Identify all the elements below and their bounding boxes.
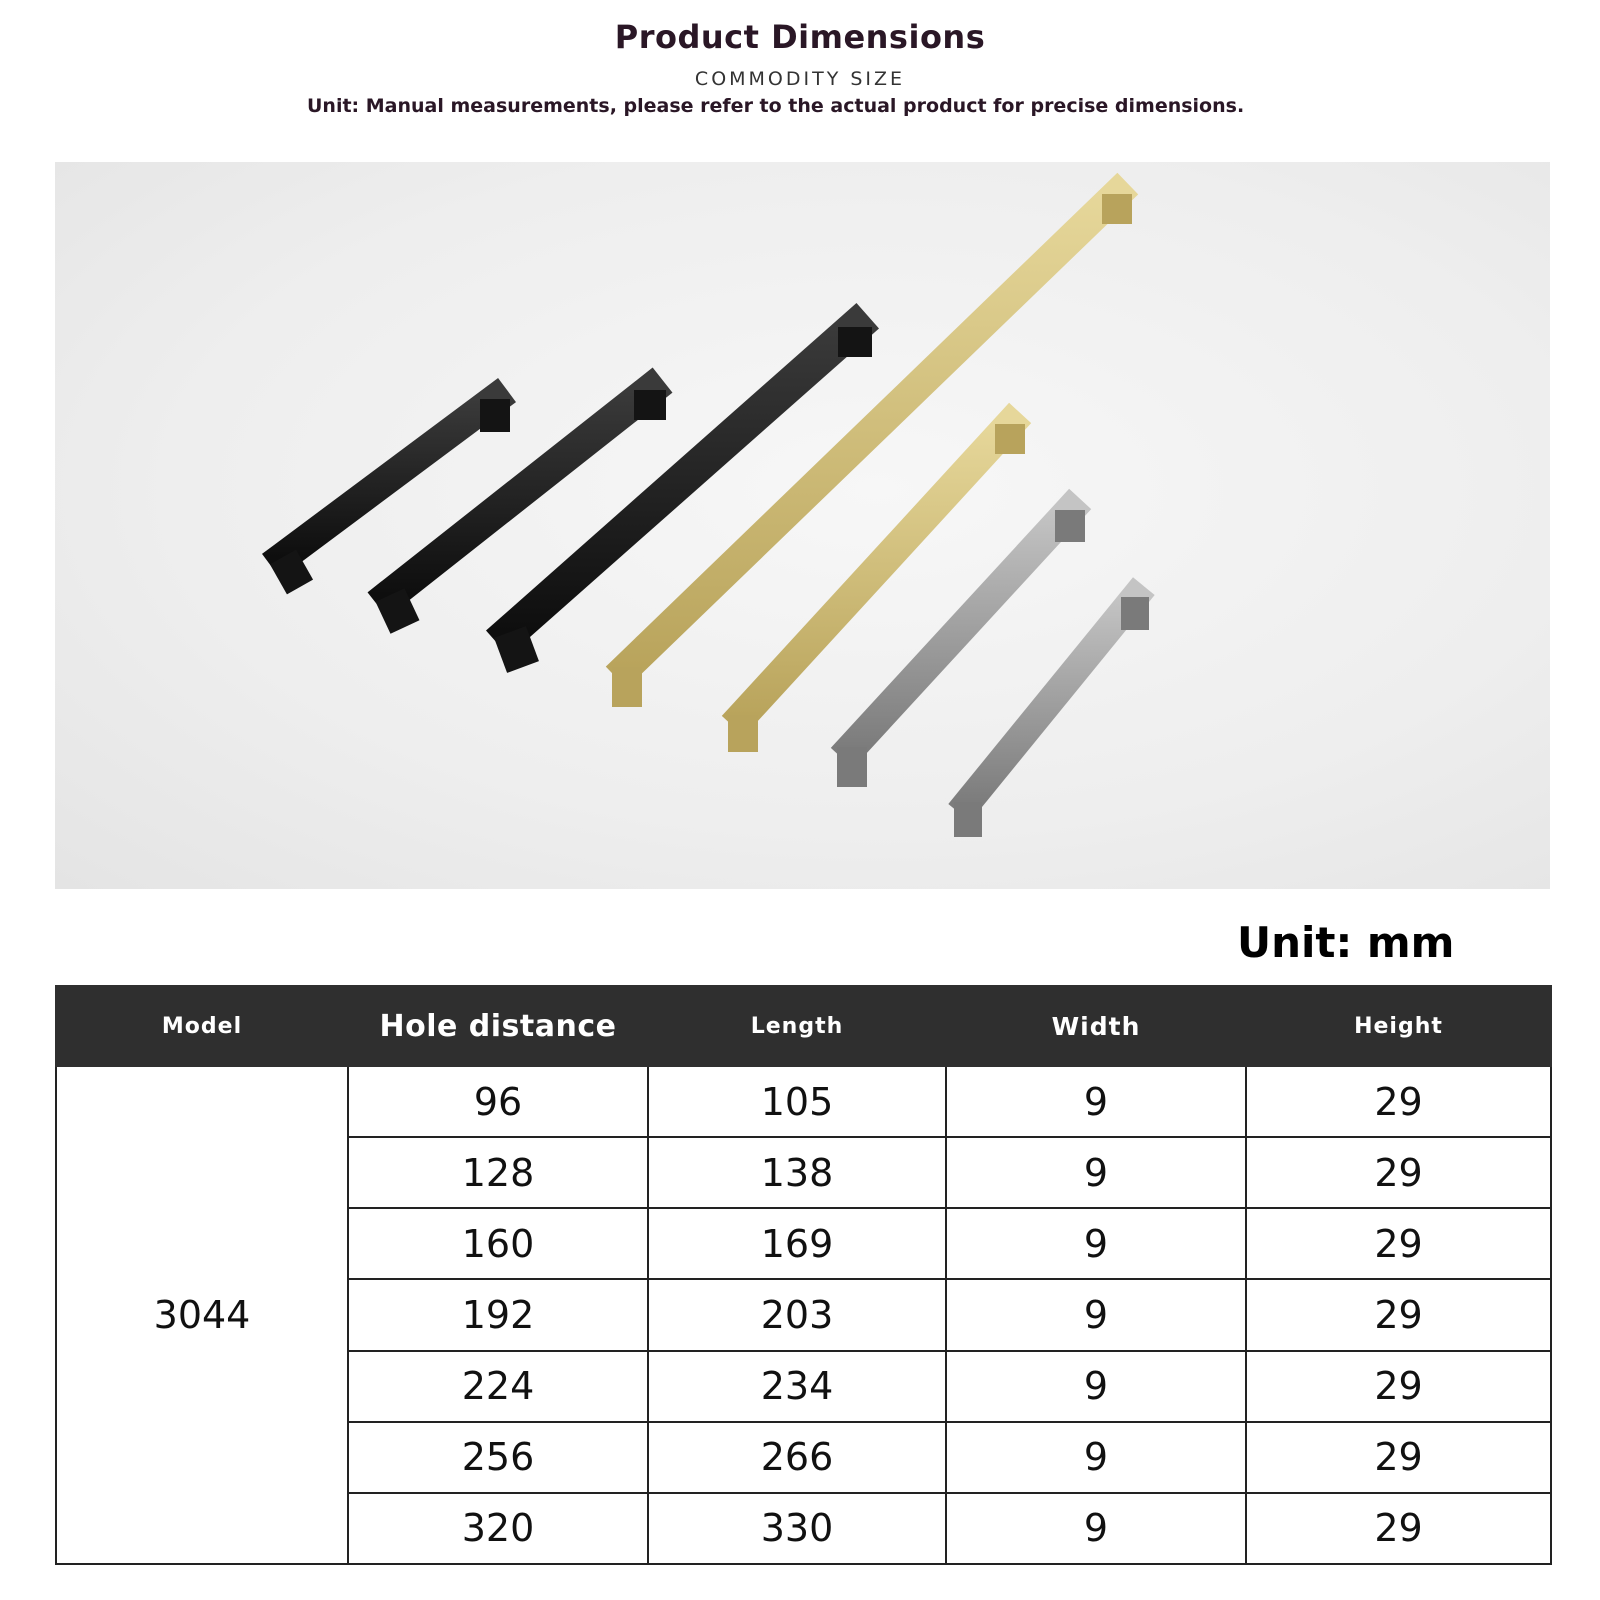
header-model: Model [56, 986, 348, 1066]
header-width: Width [946, 986, 1246, 1066]
model-number: 3044 [56, 1066, 348, 1564]
cell-hole-distance: 256 [348, 1422, 648, 1493]
cell-hole-distance: 224 [348, 1351, 648, 1422]
measurement-note: Unit: Manual measurements, please refer to the actual product for precise dimensions. [307, 95, 1245, 117]
cell-width: 9 [946, 1422, 1246, 1493]
table-row [56, 1066, 1551, 1137]
cell-hole-distance: 128 [348, 1137, 648, 1208]
cell-height: 29 [1246, 1422, 1551, 1493]
black-handle-2 [390, 390, 650, 627]
cell-hole-distance: 96 [348, 1066, 648, 1137]
cell-hole-distance: 160 [348, 1208, 648, 1279]
cell-length: 138 [648, 1137, 946, 1208]
cell-length: 203 [648, 1279, 946, 1350]
cell-height: 29 [1246, 1279, 1551, 1350]
header-length: Length [648, 986, 946, 1066]
cell-height: 29 [1246, 1351, 1551, 1422]
table-header-row [56, 986, 1551, 1066]
silver-handle-2 [968, 597, 1135, 837]
cell-hole-distance: 320 [348, 1493, 648, 1564]
cell-length: 330 [648, 1493, 946, 1564]
cell-height: 29 [1246, 1493, 1551, 1564]
cell-length: 266 [648, 1422, 946, 1493]
page-subtitle: COMMODITY SIZE [694, 68, 906, 90]
cabinet-handles-image [55, 162, 1550, 889]
unit-label: Unit: mm [1237, 918, 1455, 967]
page-title: Product Dimensions [614, 18, 986, 56]
cell-width: 9 [946, 1137, 1246, 1208]
cell-height: 29 [1246, 1208, 1551, 1279]
header-hole-distance: Hole distance [348, 986, 648, 1066]
cell-height: 29 [1246, 1137, 1551, 1208]
cell-width: 9 [946, 1351, 1246, 1422]
product-photo [55, 162, 1550, 889]
cell-hole-distance: 192 [348, 1279, 648, 1350]
black-handle-1 [283, 399, 495, 587]
cell-width: 9 [946, 1279, 1246, 1350]
cell-length: 234 [648, 1351, 946, 1422]
cell-width: 9 [946, 1208, 1246, 1279]
header-height: Height [1246, 986, 1551, 1066]
cell-height: 29 [1246, 1066, 1551, 1137]
cell-length: 169 [648, 1208, 946, 1279]
cell-length: 105 [648, 1066, 946, 1137]
dimensions-table [55, 985, 1552, 1565]
cell-width: 9 [946, 1066, 1246, 1137]
cell-width: 9 [946, 1493, 1246, 1564]
